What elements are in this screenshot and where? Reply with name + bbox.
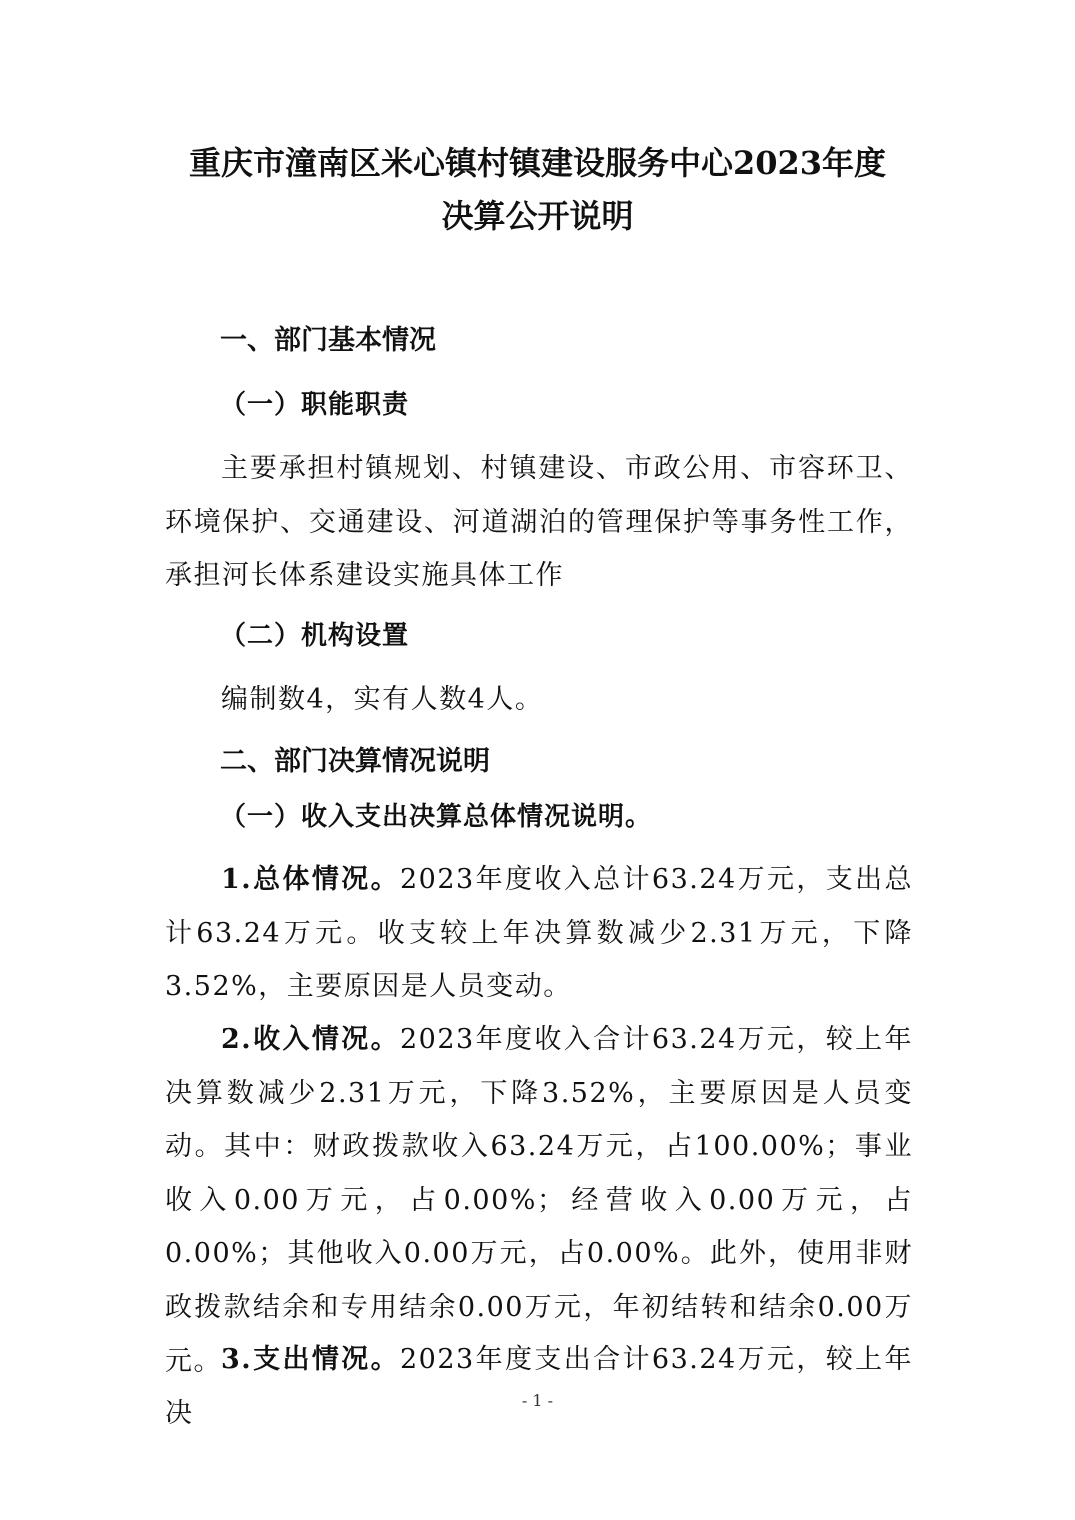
section-heading-final-accounts: 二、部门决算情况说明 xyxy=(220,746,490,777)
paragraph-functions: 主要承担村镇规划、村镇建设、市政公用、市容环卫、环境保护、交通建设、河道湖泊的管理保护等事务性工作，承担河长体系建设实施具体工作 xyxy=(165,453,913,592)
paragraph-income-text: 2023年度收入合计63.24万元，较上年决算数减少2.31万元，下降3.52%，主要原因是人员变动。其中：财政拨款收入63.24万元，占100.00%；事业收入0.00万元，占0.00%；经营收入0.00万元，占0.00%；其他收入0.00万元，占0.00%。此外，使用非财政拨款结余和专用结余0.00万元，年初结转和结余0.00万元。 xyxy=(165,1024,914,1377)
paragraph-income xyxy=(165,1013,913,1388)
paragraph-overall-lead: 1.总体情况。 xyxy=(221,864,400,895)
paragraph-expenditure-lead: 3.支出情况。 xyxy=(221,1344,400,1375)
section-heading-basic-info: 一、部门基本情况 xyxy=(220,325,436,356)
document-title-line-1: 重庆市潼南区米心镇村镇建设服务中心2023年度 xyxy=(188,144,887,182)
paragraph-overall xyxy=(165,853,913,1014)
document-title-line-2: 决算公开说明 xyxy=(441,197,634,235)
subsection-heading-organization: （二）机构设置 xyxy=(220,621,410,651)
paragraph-organization: 编制数4，实有人数4人。 xyxy=(221,684,544,715)
subsection-heading-functions: （一）职能职责 xyxy=(220,390,410,420)
paragraph-overall-text: 2023年度收入总计63.24万元，支出总计63.24万元。收支较上年决算数减少2.31万元，下降3.52%，主要原因是人员变动。 xyxy=(165,864,914,1003)
subsection-heading-income-expenditure: （一）收入支出决算总体情况说明。 xyxy=(220,802,653,832)
paragraph-expenditure-text: 2023年度支出合计63.24万元，较上年决 xyxy=(165,1344,914,1429)
paragraph-income-lead: 2.收入情况。 xyxy=(221,1024,400,1055)
paragraph-expenditure xyxy=(165,1333,913,1440)
page-number: - 1 - xyxy=(521,1391,554,1410)
